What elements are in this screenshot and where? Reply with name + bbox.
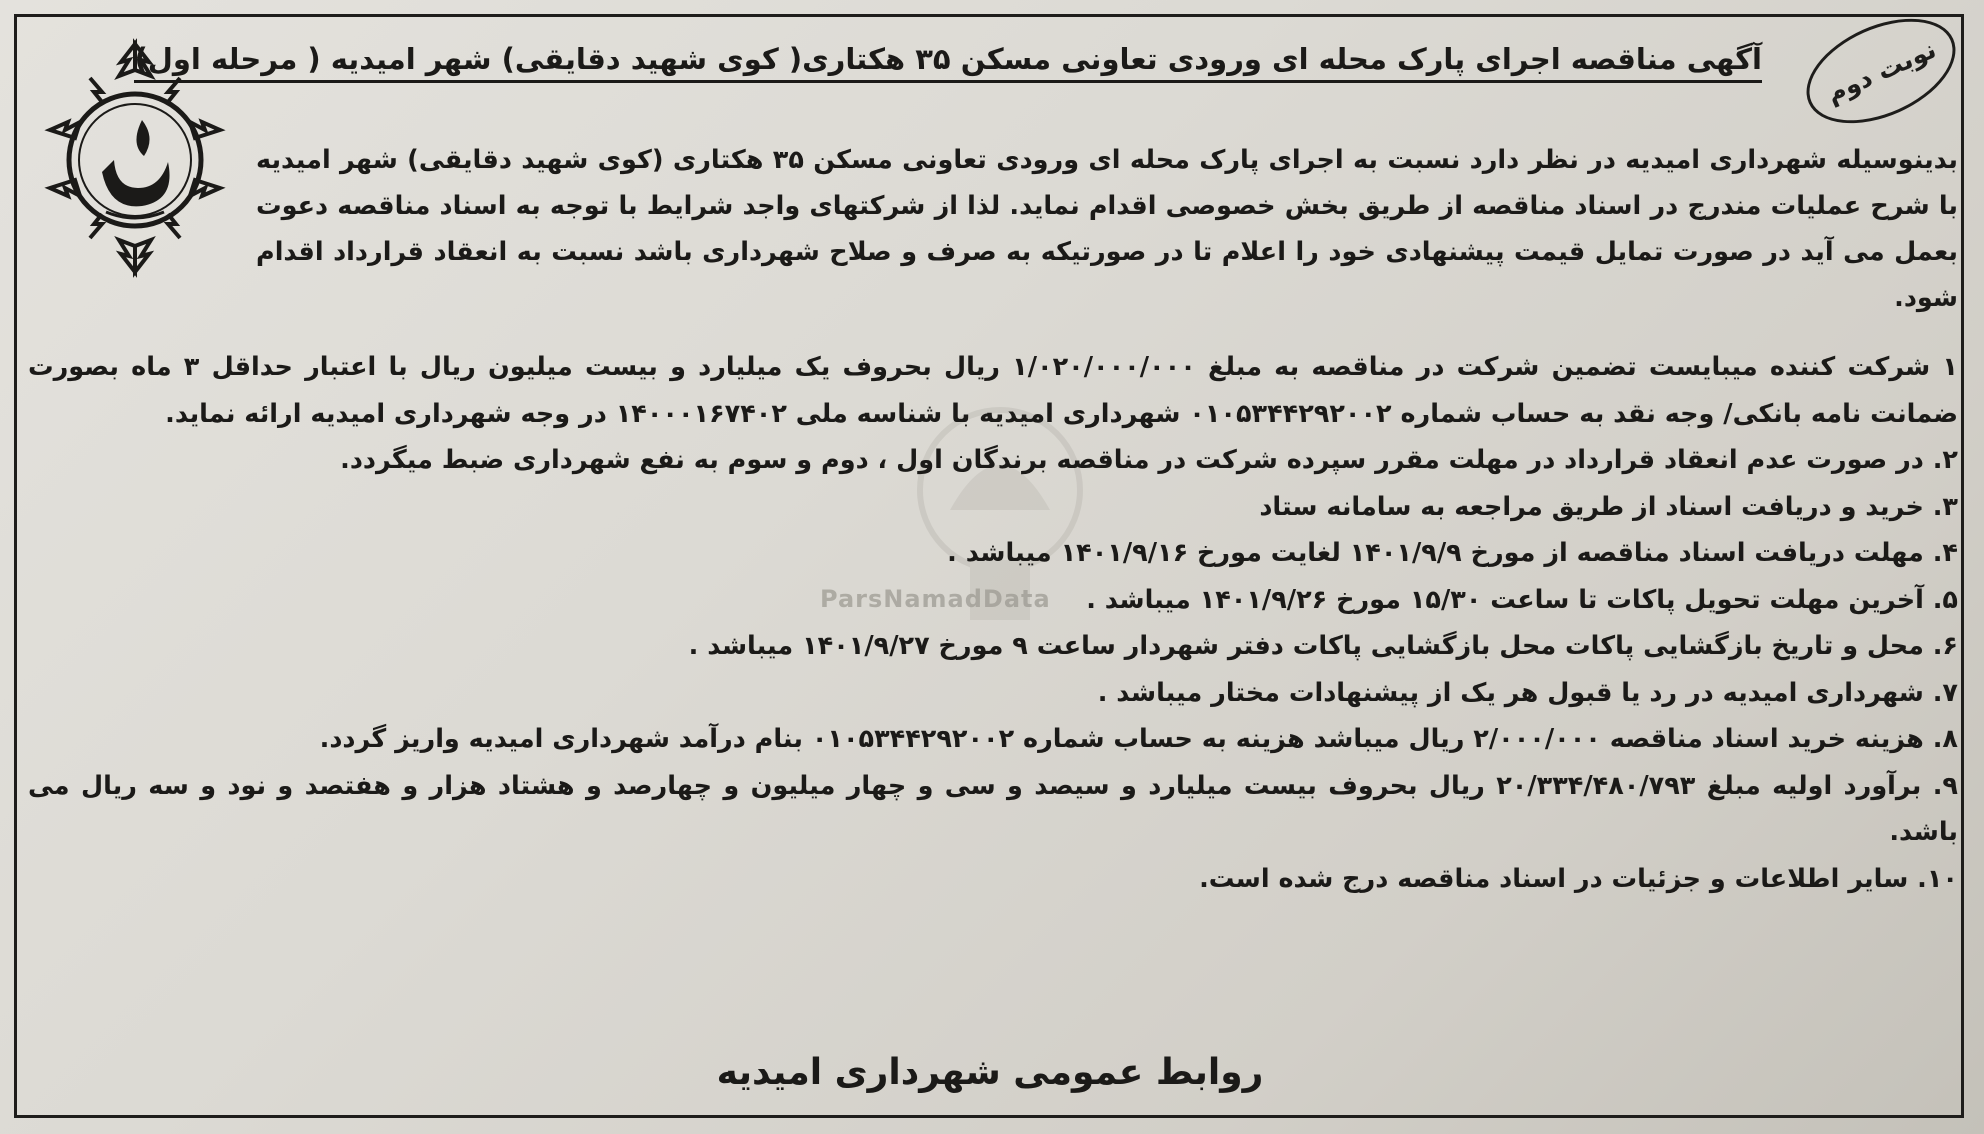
- intro-paragraph: بدینوسیله شهرداری امیدیه در نظر دارد نسبت به اجرای پارک محله ای ورودی تعاونی مسکن ۳۵ هکتاری (کوی شهید دقایقی) شهر امیدیه با شرح عملیات مندرج در اسناد مناقصه از طریق بخش خصوصی اقدام نماید. لذا از شرکتهای واجد شرایط با توجه به اسناد مناقصه دعوت بعمل می آید در صورت تمایل قیمت پیشنهادی خود را اعلام تا در صورتیکه به صرف و صلاح شهرداری باشد نسبت به انعقاد قرارداد اقدام شود.: [256, 145, 1958, 313]
- condition-item: ۷. شهرداری امیدیه در رد یا قبول هر یک از پیشنهادات مختار میباشد .: [1097, 677, 1958, 708]
- condition-item: ۵. آخرین مهلت تحویل پاکات تا ساعت ۱۵/۳۰ مورخ ۱۴۰۱/۹/۲۶ میباشد .: [1086, 584, 1958, 615]
- condition-item: ۱ شرکت کننده میبایست تضمین شرکت در مناقصه به مبلغ ۱/۰۲۰/۰۰۰/۰۰۰ ریال بحروف یک میلیارد و بیست میلیون ریال با اعتبار حداقل ۳ ماه بصورت ضمانت نامه بانکی/ وجه نقد به حساب شماره ۰۱۰۵۳۴۴۲۹۲۰۰۲ شهرداری امیدیه با شناسه ملی ۱۴۰۰۰۱۶۷۴۰۲ در وجه شهرداری امیدیه ارائه نماید.: [28, 352, 1958, 429]
- notice-title: [134, 42, 1762, 76]
- conditions-list: [28, 344, 1958, 902]
- signature: روابط عمومی شهرداری امیدیه: [716, 1052, 1264, 1093]
- condition-item: ۹. برآورد اولیه مبلغ ۲۰/۳۳۴/۴۸۰/۷۹۳ ریال بحروف بیست میلیارد و سیصد و سی و چهار میلیون و چهارصد و هشتاد هزار و هفتصد و نود و سه ریال می باشد.: [28, 770, 1958, 847]
- condition-item: ۱۰. سایر اطلاعات و جزئیات در اسناد مناقصه درج شده است.: [1199, 863, 1958, 894]
- condition-item: ۶. محل و تاریخ بازگشایی پاکات محل بازگشایی پاکات دفتر شهردار ساعت ۹ مورخ ۱۴۰۱/۹/۲۷ میباشد .: [688, 631, 1958, 661]
- condition-item: ۲. در صورت عدم انعقاد قرارداد در مهلت مقرر سپرده شرکت در مناقصه برندگان اول ، دوم و سوم به نفع شهرداری ضبط میگردد.: [340, 445, 1958, 475]
- condition-item: ۸. هزینه خرید اسناد مناقصه ۲/۰۰۰/۰۰۰ ریال میباشد هزینه به حساب شماره ۰۱۰۵۳۴۴۲۹۲۰۰۲ بنام درآمد شهرداری امیدیه واریز گردد.: [319, 724, 1958, 754]
- issue-badge: نوبت دوم: [1791, 0, 1972, 144]
- condition-item: ۴. مهلت دریافت اسناد مناقصه از مورخ ۱۴۰۱/۹/۹ لغایت مورخ ۱۴۰۱/۹/۱۶ میباشد .: [947, 538, 1958, 568]
- notice-title-text: آگهی مناقصه اجرای پارک محله ای ورودی تعاونی مسکن ۳۵ هکتاری( کوی شهید دقایقی) شهر امیدیه ( مرحله اول): [134, 42, 1762, 83]
- condition-item: ۳. خرید و دریافت اسناد از طریق مراجعه به سامانه ستاد: [1259, 491, 1958, 522]
- watermark-text: ParsNamadData: [820, 585, 1051, 613]
